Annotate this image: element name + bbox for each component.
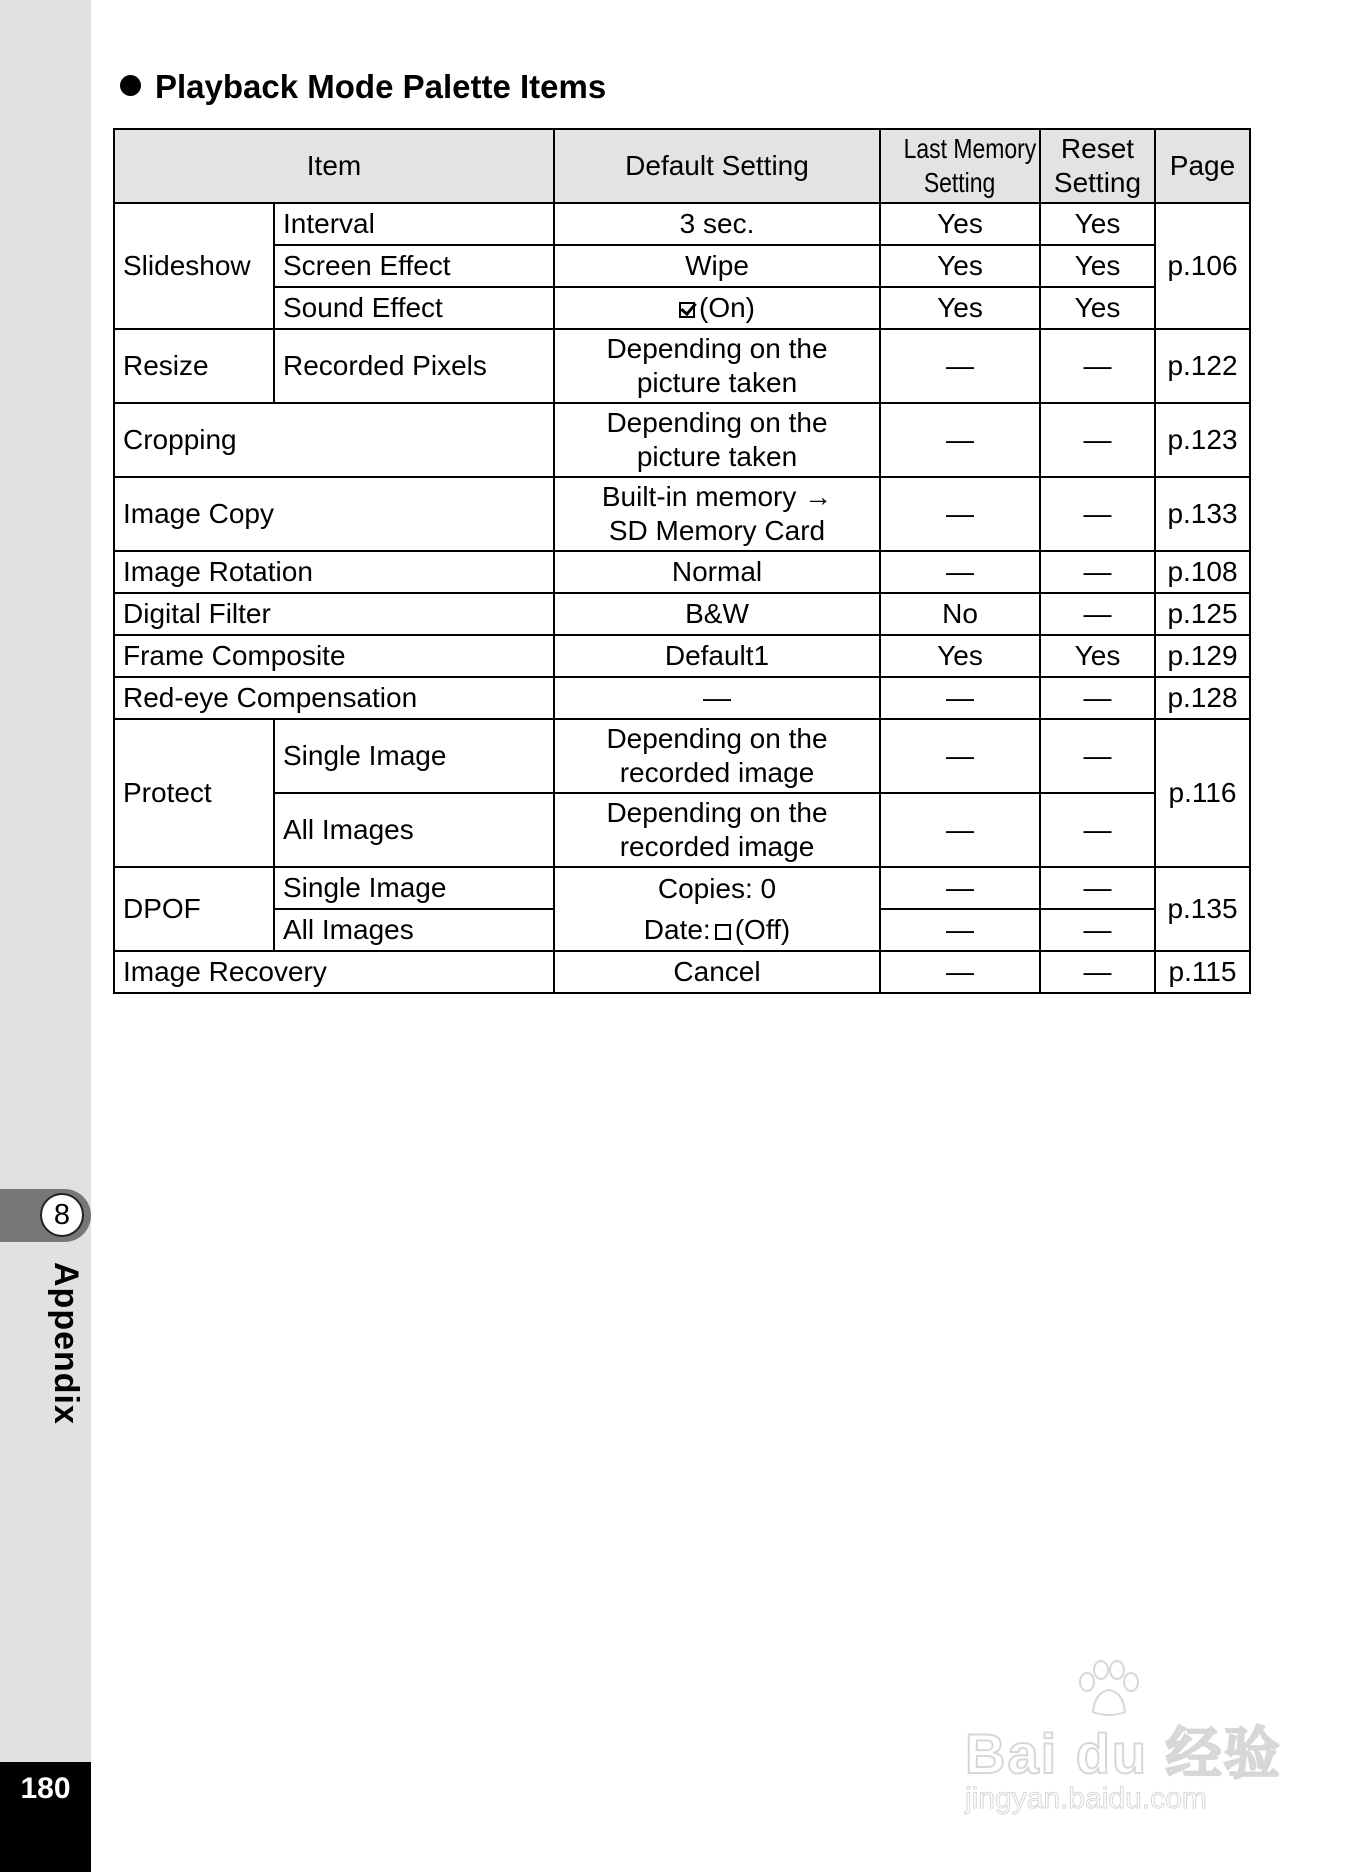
sub-item-screen-effect: Screen Effect	[274, 245, 554, 287]
watermark-url: jingyan.baidu.com	[965, 1782, 1207, 1815]
chapter-label: Appendix	[47, 1262, 85, 1425]
table-row	[114, 477, 1250, 551]
default-image-copy-line2: SD Memory Card	[608, 515, 826, 546]
table-row	[114, 793, 1250, 867]
sub-item-sound-effect: Sound Effect	[274, 287, 554, 329]
sub-item-dpof-all: All Images	[274, 909, 554, 951]
header-default-setting: Default Setting	[554, 129, 880, 203]
page-cropping: p.123	[1155, 403, 1250, 477]
default-screen-effect: Wipe	[554, 245, 880, 287]
page-red-eye: p.128	[1155, 677, 1250, 719]
item-image-rotation: Image Rotation	[114, 551, 554, 593]
default-protect-single-line2: recorded image	[619, 757, 815, 788]
table-row	[114, 719, 1250, 793]
sub-item-interval: Interval	[274, 203, 554, 245]
page-digital-filter: p.125	[1155, 593, 1250, 635]
table-row	[114, 245, 1250, 287]
table-row	[114, 203, 1250, 245]
table-row	[114, 593, 1250, 635]
default-protect-all	[554, 793, 880, 867]
palette-table	[113, 128, 1251, 994]
page-slideshow: p.106	[1155, 203, 1250, 329]
table-row	[114, 329, 1250, 403]
reset-protect-single: —	[1040, 719, 1155, 793]
table-row	[114, 635, 1250, 677]
last-memory-red-eye: —	[880, 677, 1040, 719]
sidebar	[0, 0, 91, 1872]
last-memory-frame-composite: Yes	[880, 635, 1040, 677]
reset-resize: —	[1040, 329, 1155, 403]
default-cropping	[554, 403, 880, 477]
header-reset-setting	[1040, 129, 1155, 203]
sub-item-protect-all: All Images	[274, 793, 554, 867]
table-row	[114, 287, 1250, 329]
sub-item-dpof-single: Single Image	[274, 867, 554, 909]
reset-frame-composite: Yes	[1040, 635, 1155, 677]
table-row	[114, 677, 1250, 719]
item-image-copy: Image Copy	[114, 477, 554, 551]
last-memory-sound-effect: Yes	[880, 287, 1040, 329]
header-reset-line2: Setting	[1053, 167, 1142, 198]
default-image-copy-line1: Built-in memory →	[601, 481, 833, 512]
default-protect-all-line1: Depending on the	[606, 797, 828, 828]
default-protect-single	[554, 719, 880, 793]
default-image-copy	[554, 477, 880, 551]
page-image-recovery: p.115	[1155, 951, 1250, 993]
last-memory-dpof-all: —	[880, 909, 1040, 951]
default-sound-effect-text: (On)	[699, 292, 755, 323]
item-dpof: DPOF	[114, 867, 274, 951]
last-memory-cropping: —	[880, 403, 1040, 477]
reset-screen-effect: Yes	[1040, 245, 1155, 287]
last-memory-resize: —	[880, 329, 1040, 403]
reset-red-eye: —	[1040, 677, 1155, 719]
checkbox-empty-icon	[715, 924, 731, 940]
default-red-eye: —	[554, 677, 880, 719]
default-protect-all-line2: recorded image	[619, 831, 815, 862]
default-sound-effect	[554, 287, 880, 329]
reset-digital-filter: —	[1040, 593, 1155, 635]
default-protect-single-line1: Depending on the	[606, 723, 828, 754]
last-memory-screen-effect: Yes	[880, 245, 1040, 287]
page-number: 180	[20, 1772, 71, 1805]
page-protect: p.116	[1155, 719, 1250, 867]
last-memory-interval: Yes	[880, 203, 1040, 245]
page-frame-composite: p.129	[1155, 635, 1250, 677]
default-cropping-line2: picture taken	[636, 441, 798, 472]
default-cropping-line1: Depending on the	[606, 407, 828, 438]
page-resize: p.122	[1155, 329, 1250, 403]
last-memory-image-copy: —	[880, 477, 1040, 551]
header-item: Item	[114, 129, 554, 203]
item-cropping: Cropping	[114, 403, 554, 477]
reset-image-copy: —	[1040, 477, 1155, 551]
default-digital-filter: B&W	[554, 593, 880, 635]
default-dpof-all-suffix: (Off)	[734, 913, 791, 945]
reset-image-rotation: —	[1040, 551, 1155, 593]
section-heading	[120, 68, 606, 106]
header-last-memory-line1: Last Memory	[903, 133, 1037, 164]
last-memory-dpof-single: —	[880, 867, 1040, 909]
page-image-rotation: p.108	[1155, 551, 1250, 593]
page-image-copy: p.133	[1155, 477, 1250, 551]
sub-item-recorded-pixels: Recorded Pixels	[274, 329, 554, 403]
bullet-icon	[120, 75, 141, 96]
heading-text: Playback Mode Palette Items	[155, 68, 607, 105]
reset-image-recovery: —	[1040, 951, 1155, 993]
table-row	[114, 951, 1250, 993]
item-frame-composite: Frame Composite	[114, 635, 554, 677]
table-row	[114, 909, 1250, 951]
item-image-recovery: Image Recovery	[114, 951, 554, 993]
default-resize-line1: Depending on the	[606, 333, 828, 364]
reset-dpof-single: —	[1040, 867, 1155, 909]
reset-cropping: —	[1040, 403, 1155, 477]
default-dpof-all	[554, 909, 880, 951]
default-resize	[554, 329, 880, 403]
default-dpof-all-prefix: Date:	[643, 913, 711, 945]
item-slideshow: Slideshow	[114, 203, 274, 329]
watermark-main: Bai du 经验	[965, 1722, 1282, 1785]
page-dpof: p.135	[1155, 867, 1250, 951]
default-frame-composite: Default1	[554, 635, 880, 677]
checkbox-checked-icon	[679, 302, 695, 318]
default-image-rotation: Normal	[554, 551, 880, 593]
last-memory-digital-filter: No	[880, 593, 1040, 635]
item-protect: Protect	[114, 719, 274, 867]
item-red-eye: Red-eye Compensation	[114, 677, 554, 719]
default-dpof-single: Copies: 0	[554, 867, 880, 909]
table-row	[114, 551, 1250, 593]
reset-interval: Yes	[1040, 203, 1155, 245]
reset-protect-all: —	[1040, 793, 1155, 867]
last-memory-protect-all: —	[880, 793, 1040, 867]
sub-item-protect-single: Single Image	[274, 719, 554, 793]
header-reset-line1: Reset	[1060, 133, 1135, 164]
item-digital-filter: Digital Filter	[114, 593, 554, 635]
default-resize-line2: picture taken	[636, 367, 798, 398]
default-interval: 3 sec.	[554, 203, 880, 245]
reset-dpof-all: —	[1040, 909, 1155, 951]
baidu-watermark	[965, 1660, 1285, 1820]
table-row	[114, 403, 1250, 477]
last-memory-protect-single: —	[880, 719, 1040, 793]
header-page: Page	[1155, 129, 1250, 203]
last-memory-image-recovery: —	[880, 951, 1040, 993]
default-image-recovery: Cancel	[554, 951, 880, 993]
reset-sound-effect: Yes	[1040, 287, 1155, 329]
last-memory-image-rotation: —	[880, 551, 1040, 593]
table-header-row	[114, 129, 1250, 203]
chapter-number: 8	[40, 1193, 84, 1237]
table-row	[114, 867, 1250, 909]
header-last-memory	[880, 129, 1040, 203]
item-resize: Resize	[114, 329, 274, 403]
header-last-memory-line2: Setting	[924, 167, 996, 198]
